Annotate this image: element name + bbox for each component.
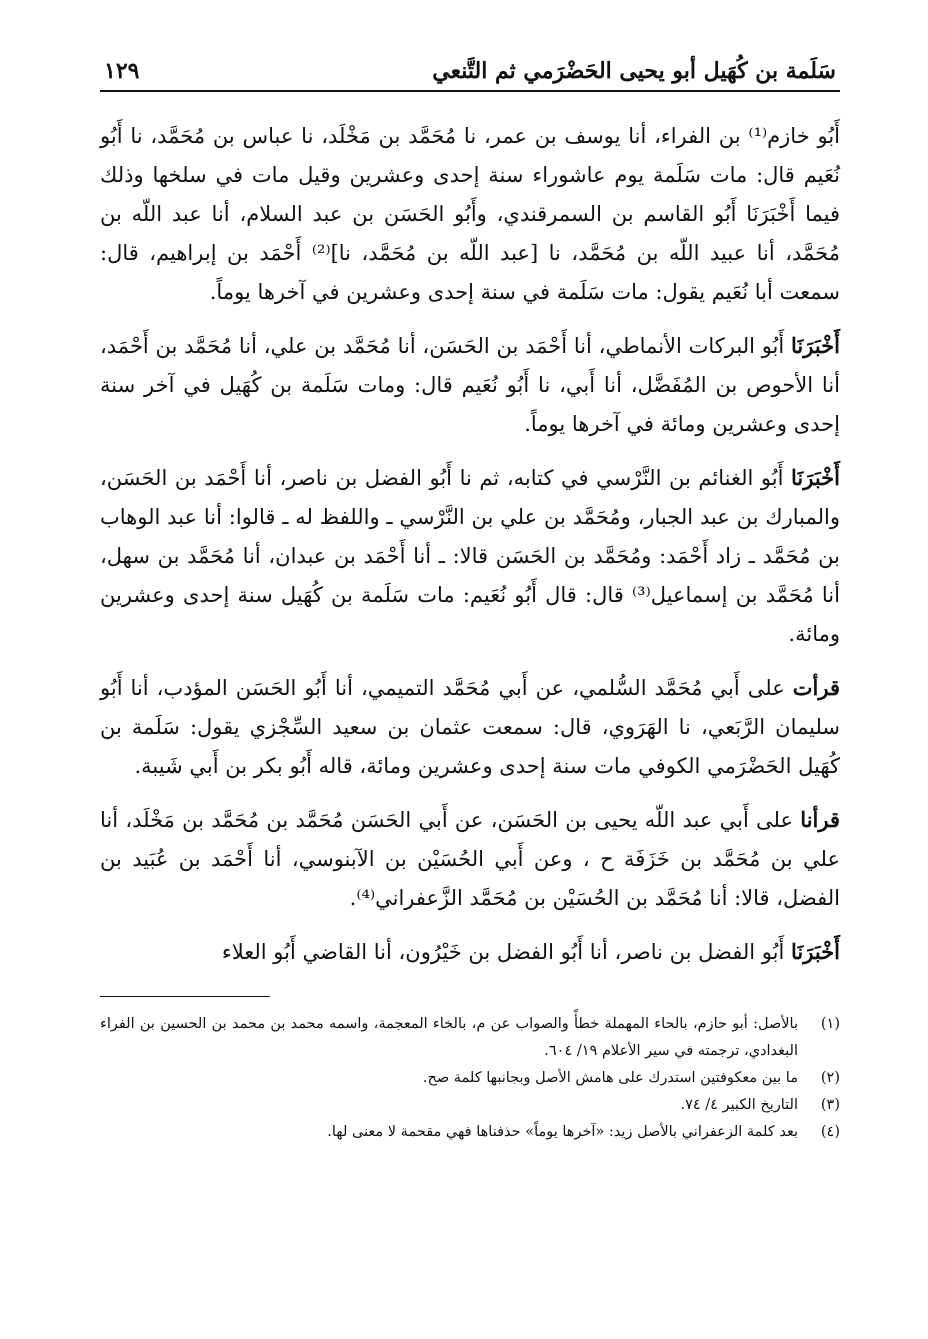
page-header [100, 48, 840, 92]
footnote-text: ما بين معكوفتين استدرك على هامش الأصل وبجانبها كلمة صح. [422, 1070, 798, 1086]
paragraph [100, 932, 840, 972]
paragraph-text: أَبُو خازم⁽¹⁾ بن الفراء، أنا يوسف بن عمر، نا مُحَمَّد بن مَخْلَد، نا عباس بن مُحَمَّد، نا أَبُو نُعَيم قال: مات سَلَمة يوم عاشوراء سنة إحدى وعشرين وقيل مات في سلخها وذلك فيما أَخْبَرَنَا أَبُو القاسم بن السمرقندي، وأَبُو الحَسَن بن عبد السلام، أنا عبد اللّه بن مُحَمَّد، أنا عبيد اللّه بن مُحَمَّد، نا [عبد اللّه بن مُحَمَّد، نا]⁽²⁾ أَحْمَد بن إبراهيم، قال: سمعت أبا نُعَيم يقول: مات سَلَمة في سنة إحدى وعشرين في آخرها يوماً. [100, 124, 840, 304]
footnote-number: (٣) [820, 1097, 840, 1113]
footnote-separator [100, 996, 270, 997]
footnotes [100, 1011, 840, 1146]
paragraph-text: أَبُو الغنائم بن النَّرْسي في كتابه، ثم نا أَبُو الفضل بن ناصر، أنا أَحْمَد بن الحَسَن، والمبارك بن عبد الجبار، ومُحَمَّد بن علي بن النَّرْسي ـ واللفظ له ـ قالوا: أنا عبد الوهاب بن مُحَمَّد ـ زاد أَحْمَد: ومُحَمَّد بن الحَسَن قالا: ـ أنا أَحْمَد بن عبدان، أنا مُحَمَّد بن سهل، أنا مُحَمَّد بن إسماعيل⁽³⁾ قال: قال أَبُو نُعَيم: مات سَلَمة بن كُهَيل سنة إحدى وعشرين ومائة. [100, 466, 840, 646]
paragraph-text: على أَبي عبد اللّه يحيى بن الحَسَن، عن أَبي الحَسَن مُحَمَّد بن مُحَمَّد بن مَخْلَد، أنا علي بن مُحَمَّد بن خَزَفَة ح ، وعن أَبي الحُسَيْن بن الآبنوسي، أنا أَحْمَد بن عُبَيد بن الفضل، قالا: أنا مُحَمَّد بن الحُسَيْن بن مُحَمَّد الزَّعفراني⁽⁴⁾. [100, 808, 840, 910]
footnote [100, 1011, 840, 1065]
page-number: ١٢٩ [104, 58, 140, 84]
footnote-number: (٤) [820, 1124, 840, 1140]
running-title: سَلَمة بن كُهَيل أبو يحيى الحَضْرَمي ثم التَّنعي [432, 58, 836, 84]
paragraph-lead: قرأت [792, 675, 840, 700]
paragraph-lead: أَخْبَرَنَا [791, 333, 840, 358]
paragraph [100, 800, 840, 918]
paragraph-lead: أَخْبَرَنَا [791, 939, 840, 964]
paragraph [100, 326, 840, 444]
footnote-number: (١) [820, 1016, 840, 1032]
footnote [100, 1119, 840, 1146]
footnote-number: (٢) [820, 1070, 840, 1086]
paragraph-lead: أَخْبَرَنَا [791, 465, 840, 490]
paragraph-text: أَبُو الفضل بن ناصر، أنا أَبُو الفضل بن خَيْرُون، أنا القاضي أَبُو العلاء [221, 940, 792, 964]
footnote [100, 1065, 840, 1092]
footnote-text: بالأصل: أبو حازم، بالحاء المهملة خطأً والصواب عن م، بالخاء المعجمة، واسمه محمد بن محمد بن الحسين بن الفراء البغدادي، ترجمته في سير الأعلام ١٩/ ٦٠٤. [100, 1016, 798, 1059]
paragraph [100, 668, 840, 786]
paragraph-text: أَبُو البركات الأنماطي، أنا أَحْمَد بن الحَسَن، أنا مُحَمَّد بن علي، أنا مُحَمَّد بن أَحْمَد، أنا الأحوص بن المُفَضَّل، أنا أَبي، نا أَبُو نُعَيم قال: ومات سَلَمة بن كُهَيل في آخر سنة إحدى وعشرين ومائة في آخرها يوماً. [100, 334, 840, 436]
paragraph-text: على أَبي مُحَمَّد السُّلمي، عن أَبي مُحَمَّد التميمي، أنا أَبُو الحَسَن المؤدب، أنا أَبُو سليمان الرَّبَعي، نا الهَرَوي، قال: سمعت عثمان بن سعيد السِّجْزي يقول: سَلَمة بن كُهَيل الحَضْرَمي الكوفي مات سنة إحدى وعشرين ومائة، قاله أَبُو بكر بن أَبي شَيبة. [100, 676, 840, 778]
paragraph [100, 116, 840, 312]
footnote-text: بعد كلمة الزعفراني بالأصل زيد: «آخرها يوماً» حذفناها فهي مقحمة لا معنى لها. [327, 1124, 798, 1140]
main-text [100, 116, 840, 972]
paragraph [100, 458, 840, 654]
footnote-text: التاريخ الكبير ٤/ ٧٤. [680, 1097, 798, 1113]
footnote [100, 1092, 840, 1119]
paragraph-lead: قرأنا [800, 807, 840, 832]
